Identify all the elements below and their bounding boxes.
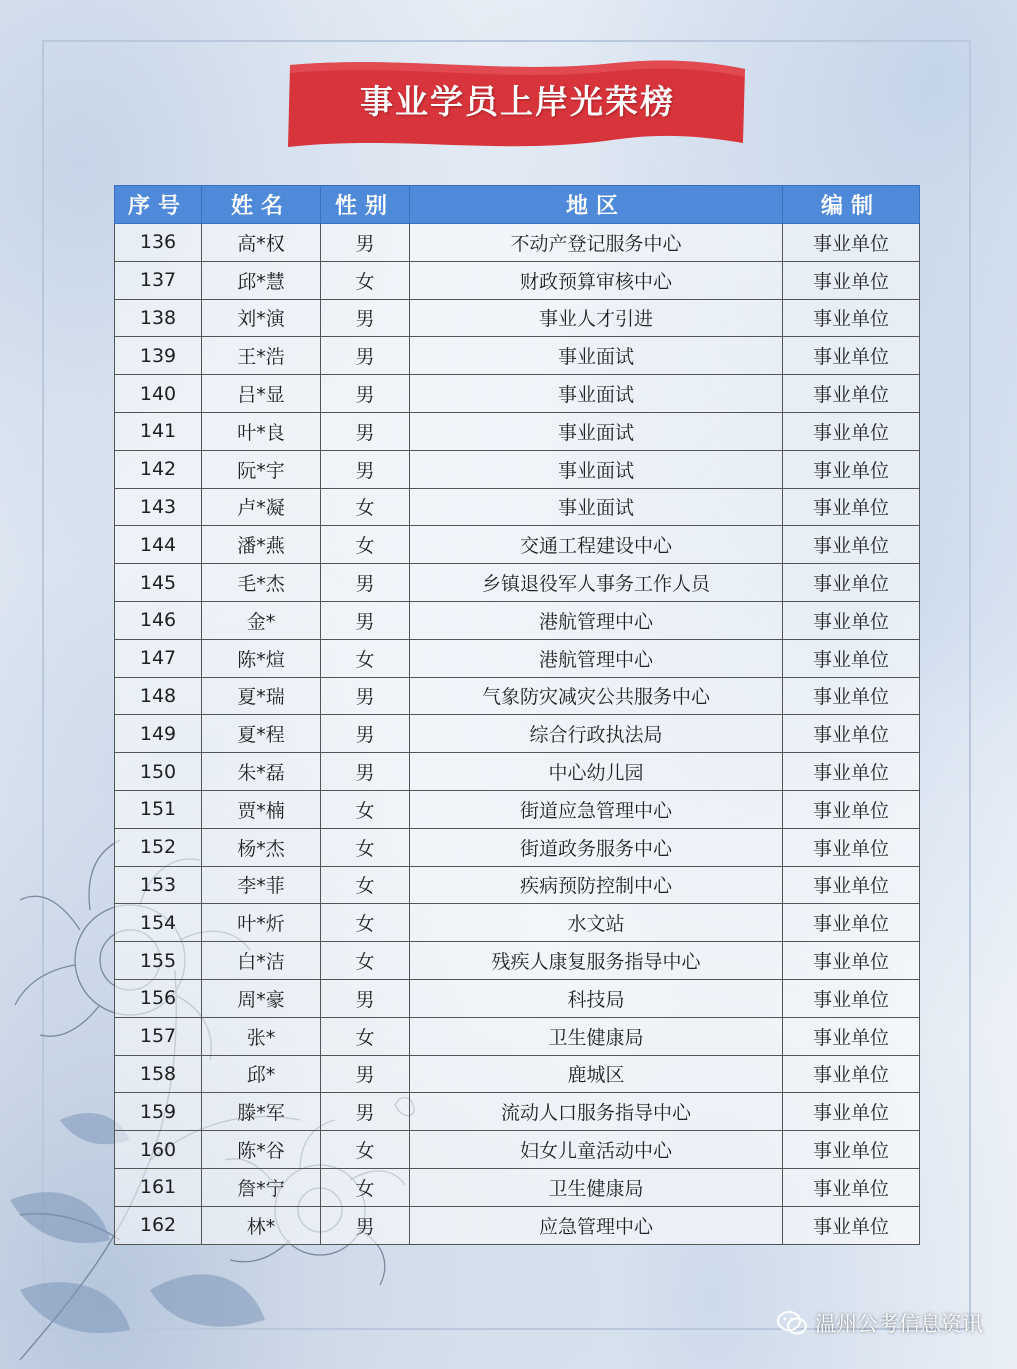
region-cell: 妇女儿童活动中心 [410,1131,783,1169]
category-cell: 事业单位 [783,753,920,791]
name-cell: 白*洁 [202,942,321,980]
gender-cell: 女 [321,828,410,866]
table-row [115,299,920,337]
region-cell: 港航管理中心 [410,601,783,639]
region-cell: 事业面试 [410,412,783,450]
serial-cell: 158 [115,1055,202,1093]
watermark-text: 温州公考信息资讯 [815,1312,983,1336]
gender-cell: 男 [321,1055,410,1093]
category-cell: 事业单位 [783,450,920,488]
region-cell: 综合行政执法局 [410,715,783,753]
table-row [115,564,920,602]
region-cell: 鹿城区 [410,1055,783,1093]
table-row [115,1206,920,1244]
region-cell: 气象防灾减灾公共服务中心 [410,677,783,715]
gender-cell: 男 [321,753,410,791]
category-cell: 事业单位 [783,1093,920,1131]
table-row [115,1093,920,1131]
serial-cell: 137 [115,261,202,299]
region-cell: 疾病预防控制中心 [410,866,783,904]
serial-cell: 143 [115,488,202,526]
serial-cell: 160 [115,1131,202,1169]
serial-cell: 145 [115,564,202,602]
gender-cell: 女 [321,526,410,564]
region-cell: 港航管理中心 [410,639,783,677]
gender-cell: 女 [321,904,410,942]
gender-cell: 女 [321,1131,410,1169]
serial-cell: 140 [115,375,202,413]
serial-cell: 147 [115,639,202,677]
name-cell: 邱* [202,1055,321,1093]
wechat-icon [777,1310,807,1336]
gender-cell: 女 [321,790,410,828]
category-cell: 事业单位 [783,639,920,677]
region-cell: 街道政务服务中心 [410,828,783,866]
gender-cell: 女 [321,639,410,677]
name-cell: 高*权 [202,224,321,262]
region-cell: 事业面试 [410,337,783,375]
name-cell: 夏*瑞 [202,677,321,715]
category-cell: 事业单位 [783,601,920,639]
category-cell: 事业单位 [783,564,920,602]
serial-cell: 152 [115,828,202,866]
table-row [115,677,920,715]
name-cell: 杨*杰 [202,828,321,866]
region-cell: 事业面试 [410,488,783,526]
category-cell: 事业单位 [783,337,920,375]
name-cell: 林* [202,1206,321,1244]
region-cell: 中心幼儿园 [410,753,783,791]
name-cell: 王*浩 [202,337,321,375]
category-cell: 事业单位 [783,1168,920,1206]
serial-cell: 156 [115,979,202,1017]
table-row [115,337,920,375]
gender-cell: 男 [321,412,410,450]
table-row [115,261,920,299]
table-row [115,224,920,262]
serial-cell: 139 [115,337,202,375]
name-cell: 夏*程 [202,715,321,753]
table-row [115,488,920,526]
category-cell: 事业单位 [783,904,920,942]
region-cell: 街道应急管理中心 [410,790,783,828]
table-row [115,979,920,1017]
gender-cell: 女 [321,1017,410,1055]
category-cell: 事业单位 [783,224,920,262]
name-cell: 吕*显 [202,375,321,413]
region-cell: 交通工程建设中心 [410,526,783,564]
header-region: 地区 [410,186,783,224]
gender-cell: 男 [321,337,410,375]
gender-cell: 男 [321,375,410,413]
gender-cell: 女 [321,261,410,299]
gender-cell: 女 [321,866,410,904]
gender-cell: 女 [321,942,410,980]
name-cell: 阮*宇 [202,450,321,488]
region-cell: 事业人才引进 [410,299,783,337]
table-row [115,1168,920,1206]
region-cell: 科技局 [410,979,783,1017]
serial-cell: 150 [115,753,202,791]
name-cell: 陈*煊 [202,639,321,677]
category-cell: 事业单位 [783,299,920,337]
category-cell: 事业单位 [783,677,920,715]
name-cell: 詹*宁 [202,1168,321,1206]
category-cell: 事业单位 [783,828,920,866]
serial-cell: 155 [115,942,202,980]
gender-cell: 男 [321,450,410,488]
gender-cell: 男 [321,601,410,639]
table-row [115,904,920,942]
serial-cell: 146 [115,601,202,639]
serial-cell: 144 [115,526,202,564]
table-row [115,450,920,488]
table-row [115,1017,920,1055]
category-cell: 事业单位 [783,942,920,980]
gender-cell: 男 [321,979,410,1017]
table-row [115,942,920,980]
name-cell: 李*菲 [202,866,321,904]
category-cell: 事业单位 [783,412,920,450]
account-watermark [777,1308,983,1338]
category-cell: 事业单位 [783,375,920,413]
header-gender: 性别 [321,186,410,224]
gender-cell: 男 [321,677,410,715]
table-row [115,866,920,904]
name-cell: 周*豪 [202,979,321,1017]
header-serial: 序号 [115,186,202,224]
category-cell: 事业单位 [783,1017,920,1055]
table-body [115,224,920,1245]
category-cell: 事业单位 [783,488,920,526]
results-table [114,185,920,1245]
gender-cell: 男 [321,1093,410,1131]
gender-cell: 男 [321,224,410,262]
name-cell: 朱*磊 [202,753,321,791]
region-cell: 事业面试 [410,375,783,413]
serial-cell: 159 [115,1093,202,1131]
table-row [115,1131,920,1169]
table-row [115,601,920,639]
table-row [115,790,920,828]
serial-cell: 138 [115,299,202,337]
gender-cell: 男 [321,1206,410,1244]
name-cell: 金* [202,601,321,639]
category-cell: 事业单位 [783,866,920,904]
gender-cell: 女 [321,488,410,526]
serial-cell: 142 [115,450,202,488]
region-cell: 应急管理中心 [410,1206,783,1244]
region-cell: 残疾人康复服务指导中心 [410,942,783,980]
table-row [115,1055,920,1093]
category-cell: 事业单位 [783,526,920,564]
serial-cell: 148 [115,677,202,715]
category-cell: 事业单位 [783,790,920,828]
serial-cell: 151 [115,790,202,828]
name-cell: 毛*杰 [202,564,321,602]
serial-cell: 157 [115,1017,202,1055]
category-cell: 事业单位 [783,1055,920,1093]
gender-cell: 男 [321,564,410,602]
serial-cell: 161 [115,1168,202,1206]
table-row [115,526,920,564]
table-row [115,828,920,866]
name-cell: 卢*凝 [202,488,321,526]
gender-cell: 女 [321,1168,410,1206]
region-cell: 事业面试 [410,450,783,488]
serial-cell: 153 [115,866,202,904]
name-cell: 滕*军 [202,1093,321,1131]
region-cell: 不动产登记服务中心 [410,224,783,262]
table-row [115,639,920,677]
gender-cell: 男 [321,715,410,753]
region-cell: 卫生健康局 [410,1168,783,1206]
banner-title: 事业学员上岸光荣榜 [360,82,675,121]
name-cell: 叶*炘 [202,904,321,942]
region-cell: 乡镇退役军人事务工作人员 [410,564,783,602]
category-cell: 事业单位 [783,1206,920,1244]
serial-cell: 136 [115,224,202,262]
name-cell: 潘*燕 [202,526,321,564]
name-cell: 邱*慧 [202,261,321,299]
table-header-row [115,186,920,224]
header-name: 姓名 [202,186,321,224]
table-row [115,753,920,791]
name-cell: 张* [202,1017,321,1055]
serial-cell: 162 [115,1206,202,1244]
name-cell: 叶*良 [202,412,321,450]
region-cell: 卫生健康局 [410,1017,783,1055]
category-cell: 事业单位 [783,979,920,1017]
header-category: 编制 [783,186,920,224]
region-cell: 水文站 [410,904,783,942]
table-row [115,715,920,753]
serial-cell: 154 [115,904,202,942]
region-cell: 财政预算审核中心 [410,261,783,299]
category-cell: 事业单位 [783,1131,920,1169]
serial-cell: 141 [115,412,202,450]
gender-cell: 男 [321,299,410,337]
category-cell: 事业单位 [783,715,920,753]
name-cell: 陈*谷 [202,1131,321,1169]
category-cell: 事业单位 [783,261,920,299]
table-row [115,375,920,413]
name-cell: 刘*演 [202,299,321,337]
name-cell: 贾*楠 [202,790,321,828]
region-cell: 流动人口服务指导中心 [410,1093,783,1131]
serial-cell: 149 [115,715,202,753]
table-row [115,412,920,450]
